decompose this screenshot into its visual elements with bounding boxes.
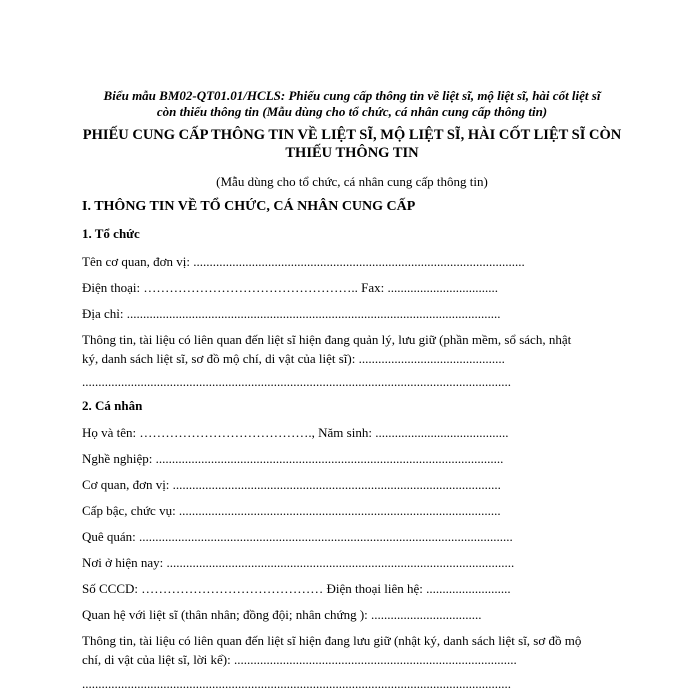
person-relation-field[interactable]: Quan hệ với liệt sĩ (thân nhân; đồng đội; nhân chứng ): ..................................: [82, 607, 482, 622]
person-info-field[interactable]: [82, 631, 622, 669]
org-info-line-1: Thông tin, tài liệu có liên quan đến liệt sĩ hiện đang quản lý, lưu giữ (phần mềm, sổ sách, nhật: [82, 332, 572, 347]
person-id-phone-field[interactable]: Số CCCD: …………………………………… Điện thoại liên hệ: ..........................: [82, 581, 511, 596]
document-page: [82, 88, 622, 242]
org-info-field[interactable]: [82, 330, 622, 368]
org-name-field[interactable]: Tên cơ quan, đơn vị: ......................................................................................................: [82, 254, 525, 269]
person-info-line-2: chí, di vật của liệt sĩ, lời kể): .......................................................................................: [82, 652, 517, 667]
form-usage-note: (Mẫu dùng cho tổ chức, cá nhân cung cấp thông tin): [216, 174, 488, 189]
person-occupation-field[interactable]: Nghề nghiệp: ...........................................................................................................: [82, 451, 504, 466]
person-rank-position-field[interactable]: Cấp bậc, chức vụ: ...................................................................................................: [82, 503, 501, 518]
person-agency-field[interactable]: Cơ quan, đơn vị: .....................................................................................................: [82, 477, 501, 492]
person-residence-field[interactable]: Nơi ở hiện nay: ...........................................................................................................: [82, 555, 515, 570]
section-heading-provider-info: I. THÔNG TIN VỀ TỔ CHỨC, CÁ NHÂN CUNG CẤP: [82, 199, 416, 214]
subsection-heading-organization: 1. Tổ chức: [82, 226, 140, 241]
org-address-field[interactable]: Địa chỉ: ...................................................................................................................: [82, 306, 501, 321]
org-info-line-2: ký, danh sách liệt sĩ, sơ đồ mộ chí, di vật của liệt sĩ): .............................................: [82, 351, 505, 366]
org-info-continuation-line[interactable]: ....................................................................................................................................: [82, 374, 511, 389]
person-name-birthyear-field[interactable]: Họ và tên: …………………………………., Năm sinh: .........................................: [82, 425, 509, 440]
person-info-line-1: Thông tin, tài liệu có liên quan đến liệt sĩ hiện đang lưu giữ (nhật ký, danh sách liệt sĩ, sơ đồ mộ: [82, 633, 582, 648]
person-hometown-field[interactable]: Quê quán: ...................................................................................................................: [82, 529, 513, 544]
form-code-title: [82, 88, 622, 120]
form-code-title-line-1: Biểu mẫu BM02-QT01.01/HCLS: Phiếu cung cấp thông tin về liệt sĩ, mộ liệt sĩ, hài cốt liệt sĩ: [103, 88, 601, 103]
person-info-continuation-line[interactable]: ....................................................................................................................................: [82, 676, 511, 691]
main-title-line-2: THIẾU THÔNG TIN: [285, 145, 419, 161]
main-title: [82, 126, 622, 162]
subsection-heading-individual: 2. Cá nhân: [82, 398, 143, 413]
org-phone-fax-field[interactable]: Điện thoại: ………………………………………….. Fax: ..................................: [82, 280, 498, 295]
main-title-line-1: PHIẾU CUNG CẤP THÔNG TIN VỀ LIỆT SĨ, MỘ LIỆT SĨ, HÀI CỐT LIỆT SĨ CÒN: [82, 127, 622, 143]
form-code-title-line-2: còn thiếu thông tin (Mẫu dùng cho tổ chức, cá nhân cung cấp thông tin): [156, 104, 548, 119]
